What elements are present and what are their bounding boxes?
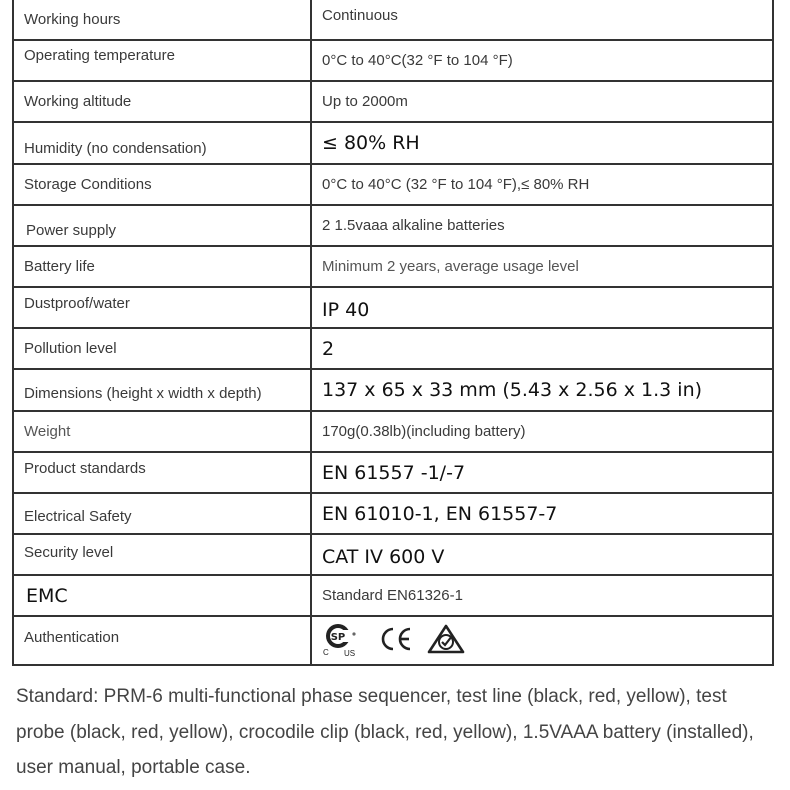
spec-row-product-standards xyxy=(13,452,773,493)
spec-value: EN 61010-1, EN 61557-7 xyxy=(311,493,773,534)
spec-value: 2 xyxy=(311,328,773,369)
spec-row-operating-temperature xyxy=(13,40,773,81)
spec-label: Working altitude xyxy=(13,81,311,122)
spec-label: Operating temperature xyxy=(13,40,311,81)
spec-value: 2 1.5vaaa alkaline batteries xyxy=(311,205,773,246)
spec-row-dustproof xyxy=(13,287,773,328)
spec-label: Dustproof/water xyxy=(13,287,311,328)
spec-row-security-level xyxy=(13,534,773,575)
spec-row-electrical-safety xyxy=(13,493,773,534)
spec-value-certs xyxy=(311,616,773,665)
rcm-mark-icon xyxy=(426,623,466,659)
svg-text:US: US xyxy=(344,648,356,657)
spec-table xyxy=(12,0,774,666)
spec-label: Electrical Safety xyxy=(13,493,311,534)
spec-label: Weight xyxy=(13,411,311,452)
spec-row-storage-conditions xyxy=(13,164,773,205)
spec-row-humidity xyxy=(13,122,773,164)
spec-value: Minimum 2 years, average usage level xyxy=(311,246,773,287)
cert-marks xyxy=(322,621,762,661)
spec-row-pollution-level xyxy=(13,328,773,369)
spec-row-dimensions xyxy=(13,369,773,411)
spec-value: Standard EN61326-1 xyxy=(311,575,773,616)
svg-text:SP: SP xyxy=(330,631,346,643)
spec-label: Security level xyxy=(13,534,311,575)
spec-value: IP 40 xyxy=(311,287,773,328)
csa-cert-icon xyxy=(322,621,366,661)
spec-value: CAT IV 600 V xyxy=(311,534,773,575)
spec-row-battery-life xyxy=(13,246,773,287)
spec-value: 170g(0.38lb)(including battery) xyxy=(311,411,773,452)
svg-text:C: C xyxy=(323,647,329,657)
spec-row-authentication xyxy=(13,616,773,665)
spec-label: Battery life xyxy=(13,246,311,287)
spec-label: Product standards xyxy=(13,452,311,493)
spec-row-emc xyxy=(13,575,773,616)
package-contents-note: Standard: PRM-6 multi-functional phase sequencer, test line (black, red, yellow), test probe (black, red, yellow), crocodile clip (black, red, yellow), 1.5VAAA battery (installed), user manual, portable case. xyxy=(16,686,754,778)
spec-value: EN 61557 -1/-7 xyxy=(311,452,773,493)
spec-value: Up to 2000m xyxy=(311,81,773,122)
spec-label: Authentication xyxy=(13,616,311,665)
spec-label: Humidity (no condensation) xyxy=(13,122,311,164)
spec-value: ≤ 80% RH xyxy=(311,122,773,164)
spec-row-working-altitude xyxy=(13,81,773,122)
spec-label: Dimensions (height x width x depth) xyxy=(13,369,311,411)
spec-label: EMC xyxy=(13,575,311,616)
spec-label: Storage Conditions xyxy=(13,164,311,205)
spec-row-working-hours xyxy=(13,0,773,40)
spec-value: 137 x 65 x 33 mm (5.43 x 2.56 x 1.3 in) xyxy=(311,369,773,411)
spec-label: Pollution level xyxy=(13,328,311,369)
spec-value: 0°C to 40°C(32 °F to 104 °F) xyxy=(311,40,773,81)
spec-label: Working hours xyxy=(13,0,311,40)
spec-row-weight xyxy=(13,411,773,452)
spec-value: 0°C to 40°C (32 °F to 104 °F),≤ 80% RH xyxy=(311,164,773,205)
spec-value: Continuous xyxy=(311,0,773,40)
spec-row-power-supply xyxy=(13,205,773,246)
ce-mark-icon xyxy=(378,625,414,657)
spec-label: Power supply xyxy=(13,205,311,246)
